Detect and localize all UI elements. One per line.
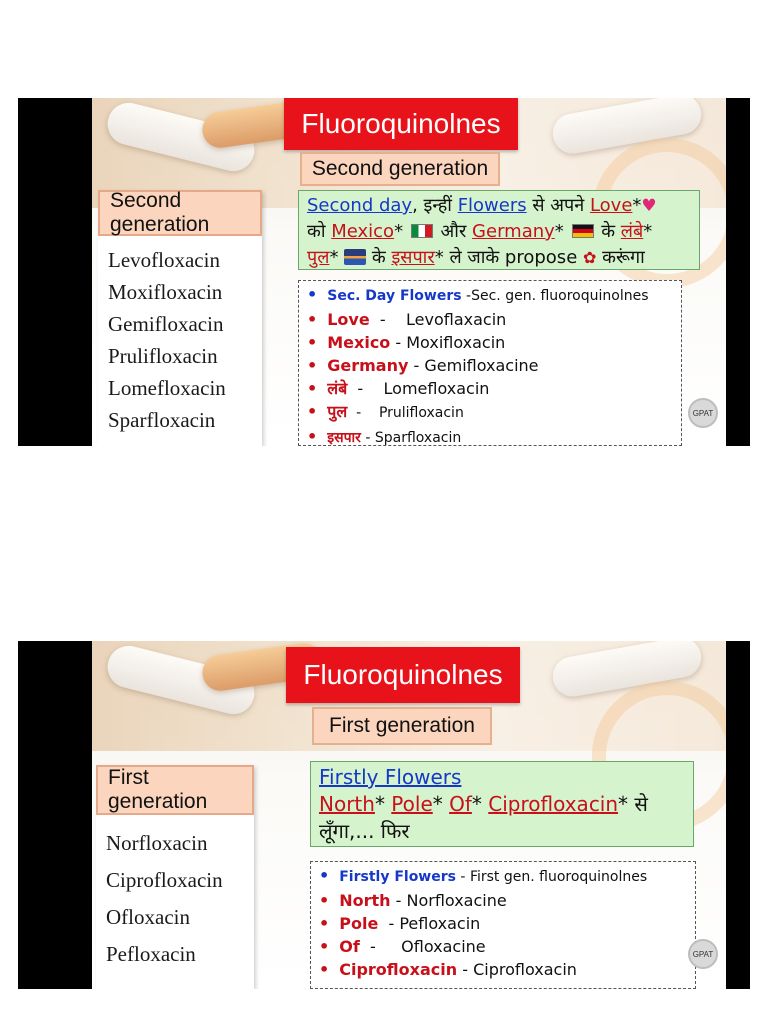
list-item: Moxifloxacin bbox=[108, 280, 223, 304]
key-term: Ciprofloxacin bbox=[339, 960, 458, 979]
slide-frame-first-generation bbox=[18, 641, 750, 989]
key-term: Sec. Day Flowers bbox=[327, 288, 462, 304]
mnemonic-text: , इन्हीं bbox=[412, 195, 458, 216]
heart-icon: ♥ bbox=[641, 196, 657, 216]
key-item bbox=[307, 308, 673, 331]
drug-list bbox=[98, 236, 262, 436]
key-term: Germany bbox=[327, 356, 409, 375]
generation-tag: Second generation bbox=[300, 152, 500, 186]
rose-icon: ✿ bbox=[583, 248, 597, 267]
mnemonic-word: Flowers bbox=[457, 195, 527, 216]
mnemonic-text: और bbox=[434, 221, 473, 242]
mnemonic-text: * bbox=[554, 221, 570, 242]
mnemonic-text: * bbox=[643, 221, 653, 242]
mnemonic-text: * bbox=[432, 792, 450, 816]
key-item bbox=[319, 889, 687, 912]
side-list-header: Second generation bbox=[98, 190, 262, 236]
key-sep: - bbox=[347, 379, 384, 398]
key-term: Firstly Flowers bbox=[339, 869, 456, 885]
key-desc: Pefloxacin bbox=[399, 914, 481, 933]
mnemonic-line-1 bbox=[307, 193, 691, 219]
key-sep: - bbox=[369, 310, 406, 329]
mexico-flag-icon bbox=[411, 224, 433, 238]
mnemonic-text: * से bbox=[618, 792, 648, 816]
mnemonic-text: के bbox=[595, 221, 621, 242]
key-item bbox=[319, 912, 687, 935]
slide-frame-second-generation bbox=[18, 98, 750, 446]
key-item bbox=[307, 354, 673, 377]
key-sep: - bbox=[457, 960, 474, 979]
mnemonic-line-1 bbox=[319, 764, 685, 791]
list-item: Norfloxacin bbox=[106, 831, 208, 855]
key-term: Mexico bbox=[327, 333, 391, 352]
key-desc: Moxifloxacin bbox=[406, 333, 506, 352]
key-term: Of bbox=[339, 937, 360, 956]
generation-tag: First generation bbox=[312, 707, 492, 745]
mnemonic-text: करूंगा bbox=[596, 247, 645, 268]
mnemonic-line-3 bbox=[319, 818, 685, 845]
mnemonic-word: पुल bbox=[307, 247, 330, 268]
mnemonic-text: को bbox=[307, 221, 332, 242]
key-sep: - bbox=[347, 405, 379, 421]
key-term: North bbox=[339, 891, 391, 910]
key-desc: Norfloxacine bbox=[406, 891, 507, 910]
mnemonic-word: Ciprofloxacin bbox=[488, 792, 619, 816]
mnemonic-word: Firstly Flowers bbox=[319, 765, 462, 789]
key-item bbox=[319, 935, 687, 958]
mnemonic-text: * bbox=[471, 792, 489, 816]
key-item bbox=[319, 958, 687, 981]
key-sep: - bbox=[390, 891, 407, 910]
key-desc: Ofloxacine bbox=[401, 937, 486, 956]
mnemonic-text: * ले जाके propose bbox=[434, 247, 583, 268]
key-term: लंबे bbox=[327, 379, 348, 398]
mnemonic-word: Second day bbox=[307, 195, 413, 216]
mnemonic-word: North bbox=[319, 792, 375, 816]
mnemonic-box bbox=[310, 761, 694, 847]
key-desc: Ciprofloxacin bbox=[473, 960, 577, 979]
mnemonic-line-2 bbox=[319, 791, 685, 818]
list-item: Ofloxacin bbox=[106, 905, 190, 929]
drug-list bbox=[96, 815, 254, 973]
key-term: Pole bbox=[339, 914, 379, 933]
side-list-card bbox=[98, 190, 262, 446]
key-term: पुल bbox=[327, 402, 348, 421]
key-sep: - bbox=[359, 937, 402, 956]
mnemonic-text: * bbox=[394, 221, 409, 242]
key-box bbox=[298, 280, 682, 446]
mnemonic-word: इसपार bbox=[391, 247, 435, 268]
key-sep: - bbox=[390, 333, 407, 352]
mnemonic-text: लूँगा,... फिर bbox=[319, 819, 410, 843]
mnemonic-text: के bbox=[366, 247, 392, 268]
side-list-card bbox=[96, 765, 254, 989]
key-desc: Sparfloxacin bbox=[374, 430, 462, 446]
key-box bbox=[310, 861, 696, 989]
mnemonic-word: लंबे bbox=[620, 221, 644, 242]
mnemonic-text: * bbox=[329, 247, 345, 268]
germany-flag-icon bbox=[572, 224, 594, 238]
mnemonic-text: * bbox=[374, 792, 392, 816]
slide-title: Fluoroquinolnes bbox=[284, 98, 518, 150]
mnemonic-word: Germany bbox=[472, 221, 555, 242]
key-term: इसपार bbox=[327, 430, 361, 446]
list-item: Prulifloxacin bbox=[108, 344, 218, 368]
list-item: Ciprofloxacin bbox=[106, 868, 223, 892]
key-desc: Sec. gen. fluoroquinolnes bbox=[471, 288, 649, 304]
mnemonic-word: Of bbox=[449, 792, 472, 816]
mnemonic-text: * bbox=[632, 195, 642, 216]
key-item bbox=[307, 331, 673, 354]
mnemonic-box bbox=[298, 190, 700, 270]
list-item: Pefloxacin bbox=[106, 942, 196, 966]
key-desc: Prulifloxacin bbox=[378, 405, 464, 421]
gpat-logo: GPAT bbox=[688, 398, 718, 428]
key-desc: Levoflaxacin bbox=[406, 310, 507, 329]
key-item bbox=[319, 864, 687, 889]
key-term: Love bbox=[327, 310, 370, 329]
key-sep: - bbox=[360, 430, 375, 446]
mnemonic-line-3 bbox=[307, 245, 691, 271]
list-item: Levofloxacin bbox=[108, 248, 220, 272]
key-item bbox=[307, 283, 673, 308]
key-sep: - bbox=[408, 356, 425, 375]
key-desc: First gen. fluoroquinolnes bbox=[469, 869, 648, 885]
key-sep: - bbox=[378, 914, 400, 933]
key-item bbox=[307, 400, 673, 425]
mnemonic-word: Mexico bbox=[331, 221, 395, 242]
list-item: Sparfloxacin bbox=[108, 408, 216, 432]
slide-first-generation bbox=[92, 641, 726, 989]
slide-second-generation bbox=[92, 98, 726, 446]
mnemonic-text: से अपने bbox=[526, 195, 590, 216]
mnemonic-word: Pole bbox=[391, 792, 433, 816]
slide-title: Fluoroquinolnes bbox=[286, 647, 520, 703]
bridge-icon bbox=[344, 249, 366, 265]
list-item: Gemifloxacin bbox=[108, 312, 224, 336]
key-item bbox=[307, 377, 673, 400]
key-desc: Gemifloxacine bbox=[424, 356, 539, 375]
mnemonic-word: Love bbox=[589, 195, 633, 216]
key-sep: - bbox=[455, 869, 470, 885]
side-list-header: First generation bbox=[96, 765, 254, 815]
list-item: Lomefloxacin bbox=[108, 376, 226, 400]
key-sep: - bbox=[461, 288, 472, 304]
mnemonic-line-2 bbox=[307, 219, 691, 245]
gpat-logo: GPAT bbox=[688, 939, 718, 969]
key-desc: Lomefloxacin bbox=[383, 379, 490, 398]
key-item bbox=[307, 425, 673, 446]
